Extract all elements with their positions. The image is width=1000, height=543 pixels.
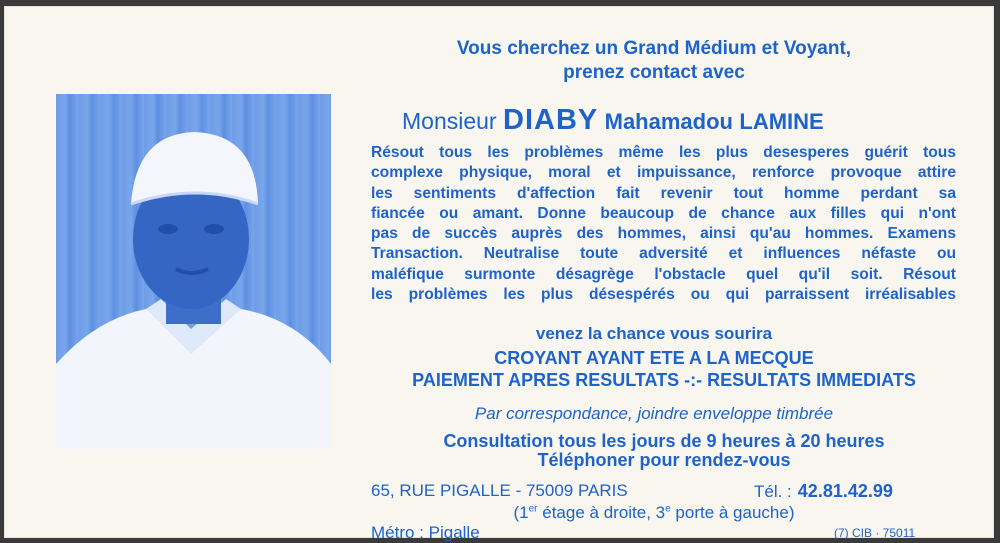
consultation-line: Consultation tous les jours de 9 heures à 20 heures xyxy=(443,431,885,451)
intro-line-1: Vous cherchez un Grand Médium et Voyant, xyxy=(456,38,852,59)
chance-line: venez la chance vous sourira xyxy=(535,324,773,343)
description-line: Résout tous les problèmes même les plus desesperes guérit tous xyxy=(371,144,956,161)
tel-label: Tél. : xyxy=(754,482,792,501)
name-title: Monsieur xyxy=(402,108,497,134)
description-line: complexe physique, moral et impuissance, renforce provoque attire xyxy=(371,164,956,182)
description-line: Transaction. Neutralise toute adversité et influences néfaste ou xyxy=(371,245,956,263)
portrait-photo xyxy=(56,94,331,449)
address: 65, RUE PIGALLE - 75009 PARIS xyxy=(371,481,628,500)
floor-info xyxy=(384,503,924,523)
name-extra: LAMINE xyxy=(739,109,824,134)
telephone xyxy=(754,481,893,502)
phone-line: Téléphoner pour rendez-vous xyxy=(537,450,791,470)
floor-open: (1 xyxy=(513,503,529,522)
description-line: les sentiments d'affection fait revenir tout homme perdant sa xyxy=(371,184,956,202)
croyant-line: CROYANT AYANT ETE A LA MECQUE xyxy=(494,348,814,368)
description-line: pas de succès auprès des hommes, ainsi qu'au hommes. Examens xyxy=(371,225,956,243)
tel-number: 42.81.42.99 xyxy=(797,481,893,501)
name-last: DIABY xyxy=(503,104,599,136)
description-line: fiancée ou amant. Donne beaucoup de chance aux filles qui n'ont xyxy=(371,204,956,222)
person-name xyxy=(402,104,824,137)
description xyxy=(371,143,956,305)
floor-sup-1: er xyxy=(528,503,538,515)
description-line: les problèmes les plus désespérés ou qui parraissent irréalisables xyxy=(371,286,956,304)
correspondence-line: Par correspondance, joindre enveloppe timbrée xyxy=(474,404,834,423)
business-card xyxy=(4,6,994,542)
paiement-line: PAIEMENT APRES RESULTATS -:- RESULTATS IMMEDIATS xyxy=(412,370,916,390)
floor-end: porte à gauche) xyxy=(670,503,795,522)
name-first: Mahamadou xyxy=(604,109,733,134)
printer-code: (7) CIB · 75011 xyxy=(834,526,916,540)
floor-sup-2: e xyxy=(665,503,671,515)
floor-mid: étage à droite, 3 xyxy=(537,503,666,522)
description-line: maléfique surmonte désagrège l'obstacle quel qu'il soit. Résout xyxy=(371,265,956,283)
intro-line-2: prenez contact avec xyxy=(563,62,745,83)
metro: Métro : Pigalle xyxy=(371,523,480,542)
